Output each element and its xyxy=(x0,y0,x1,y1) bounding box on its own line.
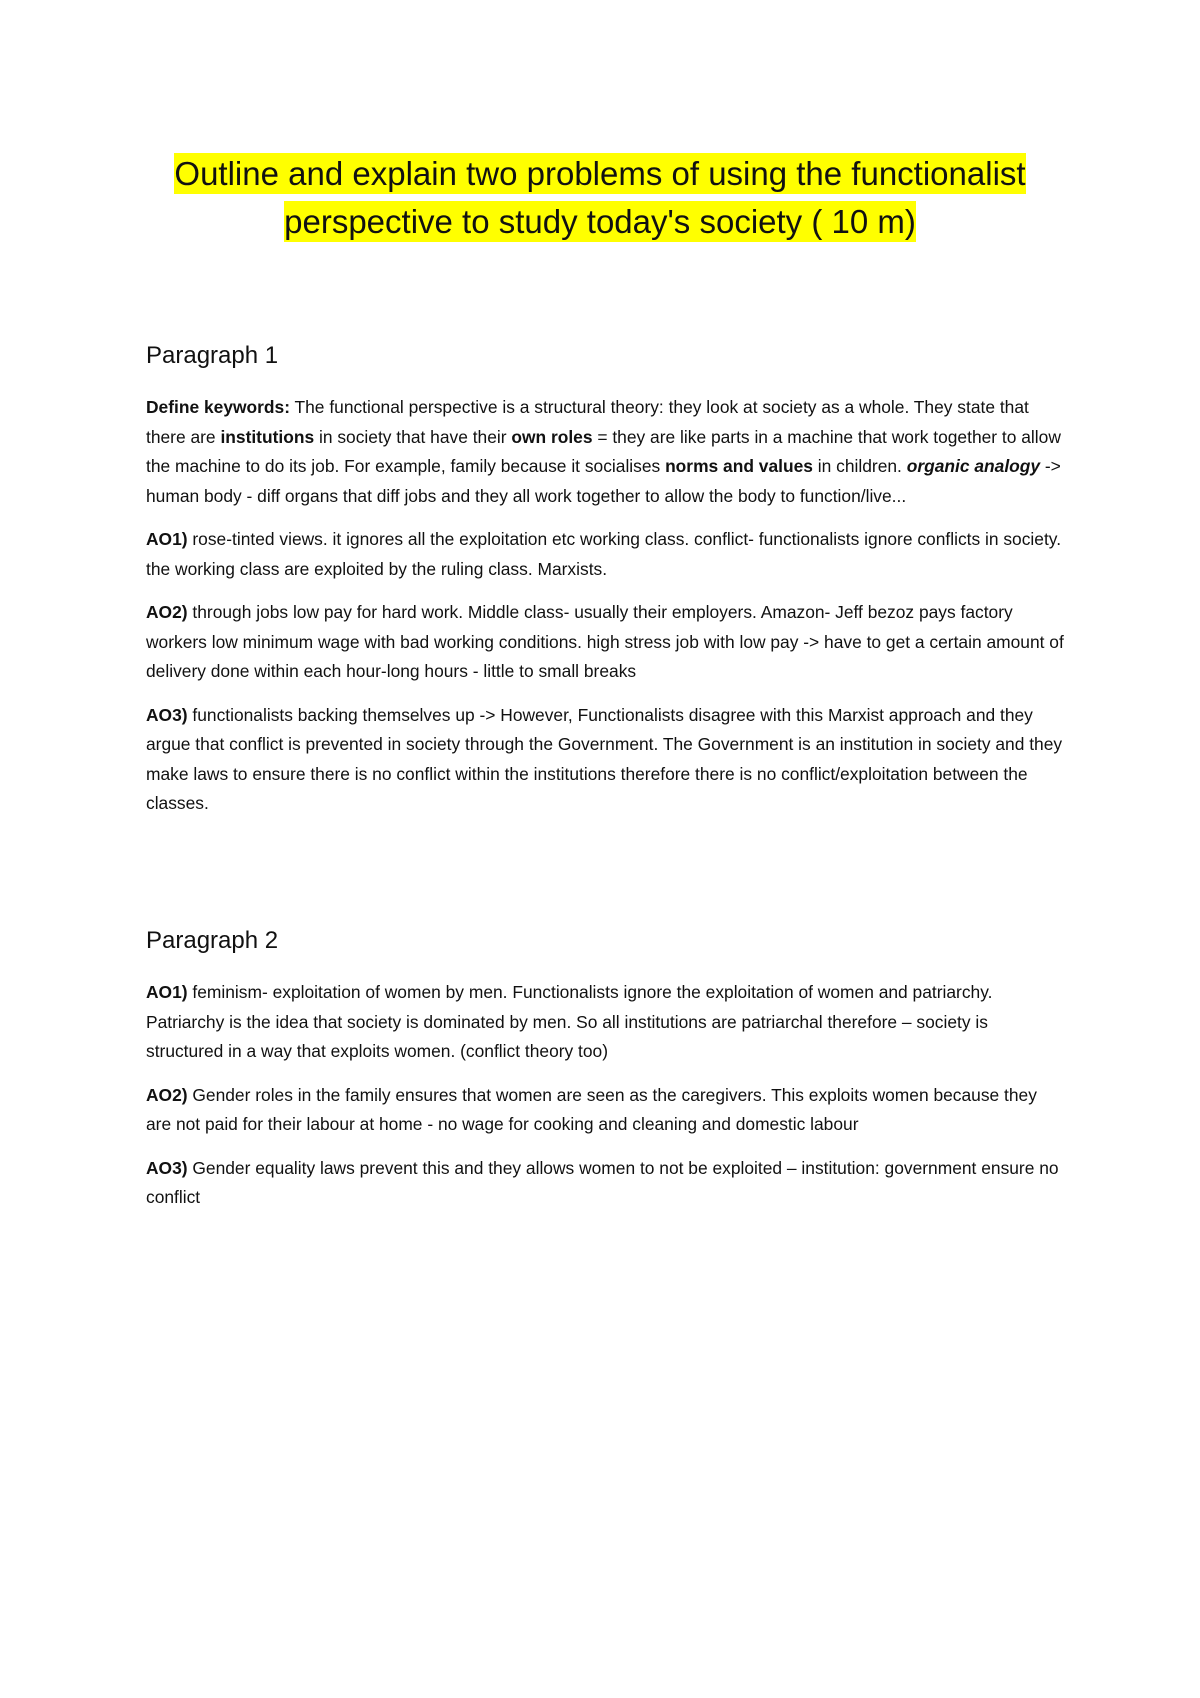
p2-ao3-label: AO3) xyxy=(146,1157,188,1178)
p1-ao2-label: AO2) xyxy=(146,602,188,622)
define-text-5: -> human body - diff organs that diff jobs and they all work together to allow the body to function/live... xyxy=(146,456,1061,506)
document-title xyxy=(100,150,1100,246)
keyword-norms-values: norms and values xyxy=(665,456,813,476)
keyword-institutions: institutions xyxy=(220,426,315,447)
p1-ao1-paragraph xyxy=(146,525,1066,584)
define-text-1: The functional perspective is a structural theory: they look at society as a whole. They state that there are xyxy=(146,397,1029,447)
p2-ao2-label: AO2) xyxy=(146,1084,188,1105)
p1-ao3-paragraph xyxy=(146,701,1066,819)
p1-ao3-label: AO3) xyxy=(146,704,188,725)
define-keywords-paragraph xyxy=(146,393,1066,511)
keyword-organic-analogy: organic analogy xyxy=(906,456,1041,476)
p2-ao1-text: feminism- exploitation of women by men. Functionalists ignore the exploitation of women and patriarchy. Patriarchy is the idea that society is dominated by men. So all institutions are patriarchal therefore – society is structured in a way that exploits women. (conflict theory too) xyxy=(146,982,993,1061)
paragraph-1-heading: Paragraph 1 xyxy=(146,342,279,369)
paragraph-2-heading: Paragraph 2 xyxy=(146,927,279,954)
define-text-4: in children. xyxy=(812,456,907,476)
p2-ao3-paragraph xyxy=(146,1154,1066,1213)
p1-ao2-paragraph xyxy=(146,598,1066,687)
p1-ao2-text: through jobs low pay for hard work. Middle class- usually their employers. Amazon- Jeff bezoz pays factory workers low minimum wage with bad working conditions. high stress job with low pay -> have to get a certain amount of delivery done within each hour-long hours - little to small breaks xyxy=(146,602,1064,681)
p2-ao3-text: Gender equality laws prevent this and they allows women to not be exploited – institution: government ensure no conflict xyxy=(146,1157,1059,1207)
define-keywords-label: Define keywords: xyxy=(146,397,290,417)
paragraph-2-section xyxy=(146,926,1066,1227)
title-line-2: perspective to study today's society ( 10 m) xyxy=(284,203,916,240)
p1-ao1-text: rose-tinted views. it ignores all the exploitation etc working class. conflict- functionalists ignore conflicts in society. the working class are exploited by the ruling class. Marxists. xyxy=(146,529,1062,579)
p2-ao2-text: Gender roles in the family ensures that women are seen as the caregivers. This exploits women because they are not paid for their labour at home - no wage for cooking and cleaning and domestic labour xyxy=(146,1084,1037,1134)
keyword-own-roles: own roles xyxy=(511,426,593,447)
define-text-2: in society that have their xyxy=(314,426,512,447)
p2-ao1-paragraph xyxy=(146,978,1066,1067)
title-line-1: Outline and explain two problems of using the functionalist xyxy=(174,155,1026,192)
paragraph-1-section xyxy=(146,341,1066,833)
define-text-3: = they are like parts in a machine that work together to allow the machine to do its job. For example, family because it socialises xyxy=(146,426,1061,476)
p1-ao3-text: functionalists backing themselves up -> However, Functionalists disagree with this Marxist approach and they argue that conflict is prevented in society through the Government. The Government is an institution in society and they make laws to ensure there is no conflict within the institutions therefore there is no conflict/exploitation between the classes. xyxy=(146,704,1063,813)
p2-ao2-paragraph xyxy=(146,1081,1066,1140)
p2-ao1-label: AO1) xyxy=(146,982,188,1002)
p1-ao1-label: AO1) xyxy=(146,529,188,549)
